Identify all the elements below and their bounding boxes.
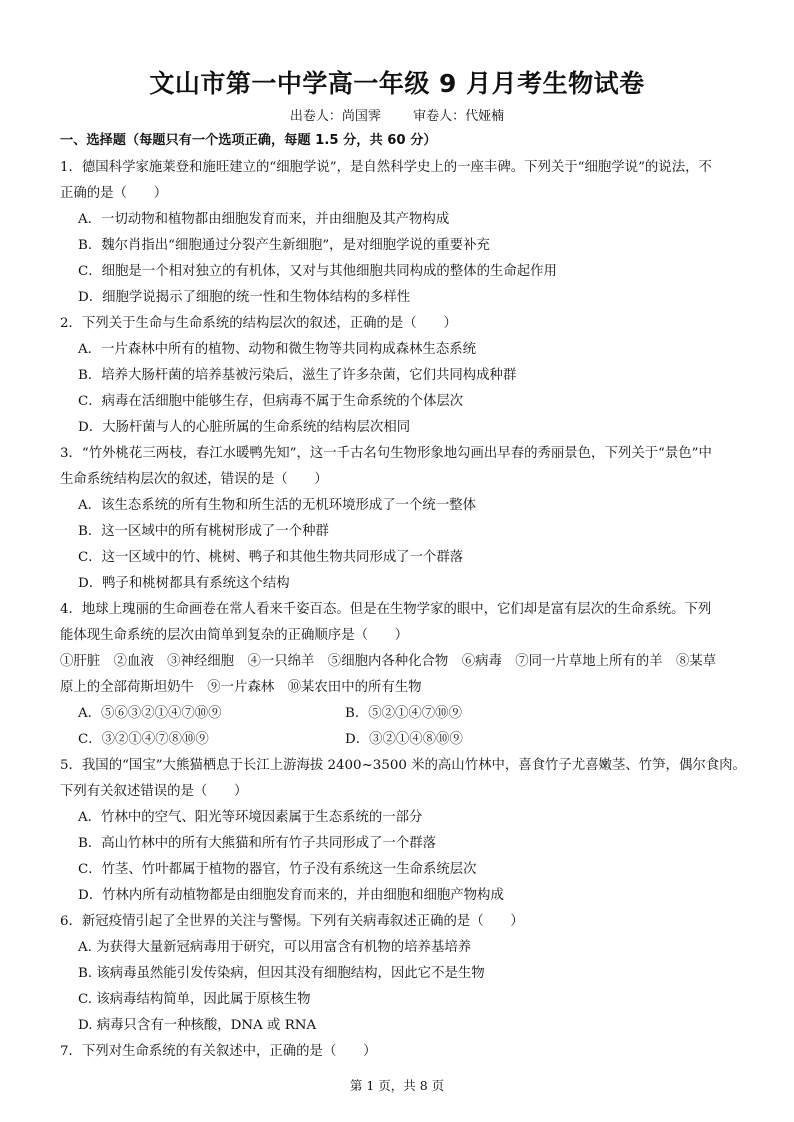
question-2-option-d: D．大肠杆菌与人的心脏所属的生命系统的结构层次相同 xyxy=(78,420,411,435)
section-heading: 一、选择题（每题只有一个选项正确，每题 1.5 分，共 60 分） xyxy=(60,133,437,148)
question-4-items: ①肝脏 ②血液 ③神经细胞 ④一只绵羊 ⑤细胞内各种化合物 ⑥病毒 ⑦同一片草地上所有的羊 ⑧某草 xyxy=(60,654,717,669)
author-name: 出卷人：尚国霁 xyxy=(289,109,381,124)
question-5-option-a: A．竹林中的空气、阳光等环境因素属于生态系统的一部分 xyxy=(78,810,423,825)
exam-title: 文山市第一中学高一年级 9 月月考生物试卷 xyxy=(149,69,645,98)
question-6-option-b: B. 该病毒虽然能引发传染病，但因其没有细胞结构，因此它不是生物 xyxy=(78,966,485,981)
question-7-stem: 7．下列对生命系统的有关叙述中，正确的是（ ） xyxy=(60,1044,377,1059)
question-2-option-c: C．病毒在活细胞中能够生存，但病毒不属于生命系统的个体层次 xyxy=(78,394,464,409)
question-1-option-c: C．细胞是一个相对独立的有机体，又对与其他细胞共同构成的整体的生命起作用 xyxy=(78,264,557,279)
question-2-option-a: A．一片森林中所有的植物、动物和微生物等共同构成森林生态系统 xyxy=(78,342,476,357)
question-4-option-d: D．③②①④⑧⑩⑨ xyxy=(345,732,463,747)
question-3-option-d: D．鸭子和桃树都具有系统这个结构 xyxy=(78,576,290,591)
question-1-option-b: B．魏尔肖指出“细胞通过分裂产生新细胞”，是对细胞学说的重要补充 xyxy=(78,238,490,253)
question-3-option-b: B．这一区域中的所有桃树形成了一个种群 xyxy=(78,524,329,539)
question-4-option-b: B．⑤②①④⑦⑩⑨ xyxy=(345,706,462,721)
question-1-stem-cont: 正确的是（ ） xyxy=(60,186,168,201)
question-3-stem-cont: 生命系统结构层次的叙述，错误的是（ ） xyxy=(60,472,328,487)
question-5-option-d: D．竹林内所有动植物都是由细胞发育而来的，并由细胞和细胞产物构成 xyxy=(78,888,504,903)
question-4-option-a: A．⑤⑥③②①④⑦⑩⑨ xyxy=(78,706,222,721)
question-5-stem-cont: 下列有关叙述错误的是（ ） xyxy=(60,784,248,799)
question-5-option-b: B．高山竹林中的所有大熊猫和所有竹子共同形成了一个群落 xyxy=(78,836,436,851)
question-6-option-c: C. 该病毒结构简单，因此属于原核生物 xyxy=(78,992,311,1007)
question-6-option-a: A. 为获得大量新冠病毒用于研究，可以用富含有机物的培养基培养 xyxy=(78,940,472,955)
question-1-option-a: A．一切动物和植物都由细胞发育而来，并由细胞及其产物构成 xyxy=(78,212,450,227)
question-3-stem: 3．“竹外桃花三两枝，春江水暖鸭先知”，这一千古名句生物形象地勾画出早春的秀丽景色，下列关于“景色”中 xyxy=(60,446,712,461)
question-6-stem: 6．新冠疫情引起了全世界的关注与警惕。下列有关病毒叙述正确的是（ ） xyxy=(60,914,524,929)
page-footer: 第 1 页，共 8 页 xyxy=(349,1078,445,1093)
reviewer-name: 审卷人：代娅楠 xyxy=(413,109,505,124)
author-line xyxy=(0,105,794,124)
question-4-option-c: C．③②①④⑦⑧⑩⑨ xyxy=(78,732,209,747)
question-5-stem: 5．我国的“国宝”大熊猫栖息于长江上游海拔 2400~3500 米的高山竹林中，喜食竹子尤喜嫩茎、竹笋，偶尔食肉。 xyxy=(60,758,746,773)
question-4-stem: 4．地球上瑰丽的生命画卷在常人看来千姿百态。但是在生物学家的眼中，它们却是富有层次的生命系统。下列 xyxy=(60,602,712,617)
question-2-option-b: B．培养大肠杆菌的培养基被污染后，滋生了许多杂菌，它们共同构成种群 xyxy=(78,368,517,383)
question-3-option-c: C．这一区域中的竹、桃树、鸭子和其他生物共同形成了一个群落 xyxy=(78,550,464,565)
question-4-items-cont: 原上的全部荷斯坦奶牛 ⑨一片森林 ⑩某农田中的所有生物 xyxy=(60,680,422,695)
question-1-stem: 1．德国科学家施莱登和施旺建立的“细胞学说”，是自然科学史上的一座丰碑。下列关于“细胞学说”的说法，不 xyxy=(60,160,712,175)
question-1-option-d: D．细胞学说揭示了细胞的统一性和生物体结构的多样性 xyxy=(78,290,411,305)
question-6-option-d: D. 病毒只含有一种核酸，DNA 或 RNA xyxy=(78,1018,317,1033)
question-4-stem-cont: 能体现生命系统的层次由简单到复杂的正确顺序是（ ） xyxy=(60,628,409,643)
question-5-option-c: C．竹茎、竹叶都属于植物的器官，竹子没有系统这一生命系统层次 xyxy=(78,862,477,877)
question-3-option-a: A．该生态系统的所有生物和所生活的无机环境形成了一个统一整体 xyxy=(78,498,476,513)
question-2-stem: 2．下列关于生命与生命系统的结构层次的叙述，正确的是（ ） xyxy=(60,316,457,331)
